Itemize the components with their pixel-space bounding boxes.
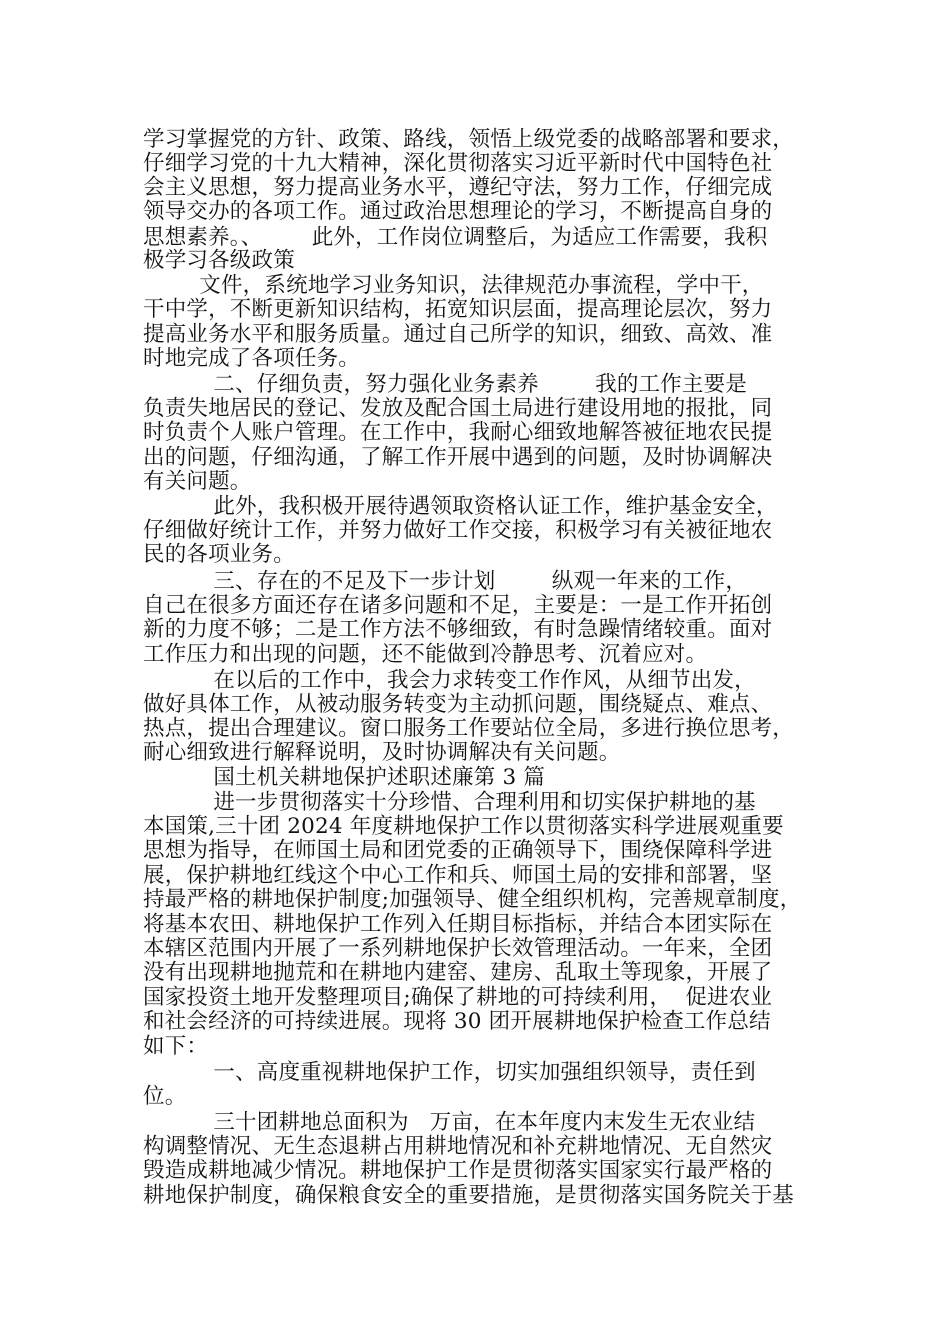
text-line: 时负责个人账户管理。在工作中，我耐心细致地解答被征地农民提 <box>143 420 773 445</box>
text-line: 进一步贯彻落实十分珍惜、合理利用和切实保护耕地的基 <box>143 790 756 815</box>
text-line: 干中学，不断更新知识结构，拓宽知识层面，提高理论层次，努力 <box>143 297 773 322</box>
text-line: 领导交办的各项工作。通过政治思想理论的学习，不断提高自身的 <box>143 199 773 224</box>
text-line: 在以后的工作中，我会力求转变工作作风，从细节出发， <box>143 668 756 693</box>
text-line: 民的各项业务。 <box>143 542 295 567</box>
text-line: 仔细做好统计工作，并努力做好工作交接，积极学习有关被征地农 <box>143 518 773 543</box>
text-line: 时地完成了各项任务。 <box>143 346 361 371</box>
text-line: 思想为指导，在师国土局和团党委的正确领导下，围绕保障科学进 <box>143 838 773 863</box>
text-line: 如下： <box>143 1034 209 1059</box>
text-line: 做好具体工作，从被动服务转变为主动抓问题，围绕疑点、难点、 <box>143 692 773 717</box>
text-line: 本辖区范围内开展了一系列耕地保护长效管理活动。一年来，全团 <box>143 936 773 961</box>
text-line: 此外，我积极开展待遇领取资格认证工作，维护基金安全， <box>143 494 778 519</box>
text-line: 国家投资土地开发整理项目;确保了耕地的可持续利用， 促进农业 <box>143 985 773 1010</box>
text-line: 持最严格的耕地保护制度;加强领导、健全组织机构，完善规章制度， <box>143 887 802 912</box>
text-line: 毁造成耕地减少情况。耕地保护工作是贯彻落实国家实行最严格的 <box>143 1158 773 1183</box>
text-line: 和社会经济的可持续进展。现将 30 团开展耕地保护检查工作总结 <box>143 1009 771 1034</box>
text-line: 没有出现耕地抛荒和在耕地内建窑、建房、乱取土等现象，开展了 <box>143 960 773 985</box>
text-line: 新的力度不够；二是工作方法不够细致，有时急躁情绪较重。面对 <box>143 617 773 642</box>
text-line: 提高业务水平和服务质量。通过自己所学的知识，细致、高效、准 <box>143 322 773 347</box>
text-line: 有关问题。 <box>143 469 252 494</box>
section-title: 国土机关耕地保护述职述廉第 3 篇 <box>143 765 546 790</box>
text-line: 自己在很多方面还存在诸多问题和不足，主要是：一是工作开拓创 <box>143 593 773 618</box>
text-line: 热点，提出合理建议。窗口服务工作要站位全局，多进行换位思考， <box>143 716 795 741</box>
text-line: 本国策,三十团 2024 年度耕地保护工作以贯彻落实科学进展观重要 <box>143 814 784 839</box>
text-line: 思想素养。、 此外，工作岗位调整后，为适应工作需要，我积 <box>143 225 768 250</box>
text-line: 耕地保护制度，确保粮食安全的重要措施，是贯彻落实国务院关于基 <box>143 1183 795 1208</box>
text-line: 会主义思想，努力提高业务水平，遵纪守法，努力工作，仔细完成 <box>143 175 773 200</box>
text-line: 构调整情况、无生态退耕占用耕地情况和补充耕地情况、无自然灾 <box>143 1134 773 1159</box>
text-line: 三十团耕地总面积为 万亩，在本年度内末发生无农业结 <box>143 1110 756 1135</box>
text-line: 极学习各级政策 <box>143 248 295 273</box>
text-line: 耐心细致进行解释说明，及时协调解决有关问题。 <box>143 740 621 765</box>
text-line: 位。 <box>143 1084 187 1109</box>
text-line: 仔细学习党的十九大精神，深化贯彻落实习近平新时代中国特色社 <box>143 151 773 176</box>
text-line: 文件，系统地学习业务知识，法律规范办事流程，学中干， <box>143 273 764 298</box>
text-line: 负责失地居民的登记、发放及配合国土局进行建设用地的报批，同 <box>143 396 773 421</box>
section-heading-line: 二、仔细负责，努力强化业务素养 我的工作主要是 <box>143 372 748 397</box>
section-heading-line: 三、存在的不足及下一步计划 纵观一年来的工作， <box>143 569 748 594</box>
text-line: 将基本农田、耕地保护工作列入任期目标指标，并结合本团实际在 <box>143 912 773 937</box>
text-line: 工作压力和出现的问题，还不能做到冷静思考、沉着应对。 <box>143 642 708 667</box>
text-line: 出的问题，仔细沟通，了解工作开展中遇到的问题，及时协调解决 <box>143 445 773 470</box>
text-line: 学习掌握党的方针、政策、路线，领悟上级党委的战略部署和要求， <box>143 127 795 152</box>
section-heading-line: 一、高度重视耕地保护工作，切实加强组织领导，责任到 <box>143 1060 756 1085</box>
text-line: 展，保护耕地红线这个中心工作和兵、师国土局的安排和部署，坚 <box>143 863 773 888</box>
